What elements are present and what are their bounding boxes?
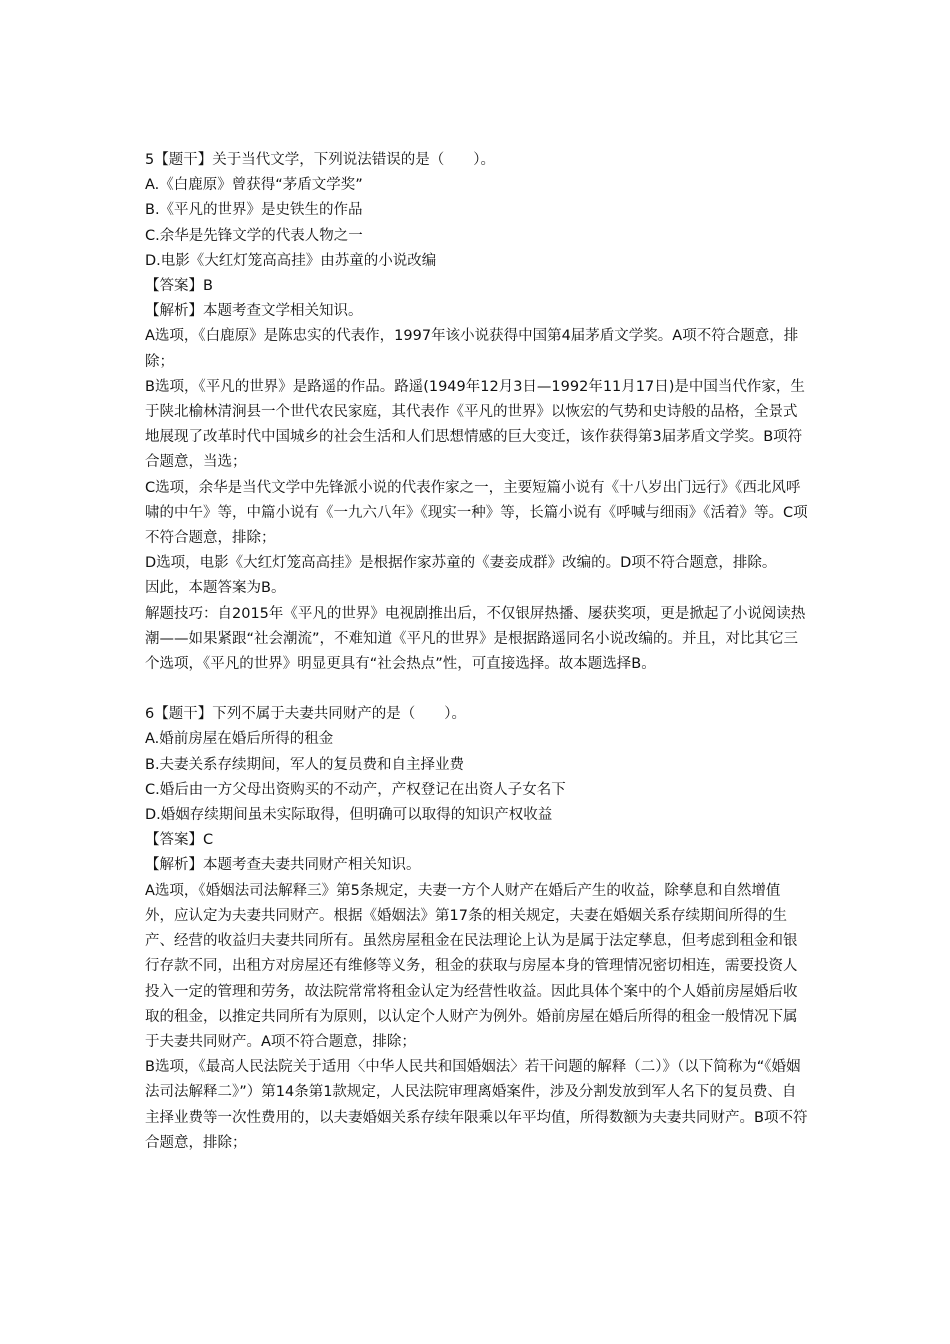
question-5-answer: 【答案】B (145, 278, 213, 295)
question-5-option-d: D.电影《大红灯笼高高挂》由苏童的小说改编 (145, 252, 437, 269)
question-5-analysis-d: D选项，电影《大红灯笼高高挂》是根据作家苏童的《妻妾成群》改编的。D项不符合题意，排除。 (145, 555, 777, 572)
question-5-analysis-title: 【解析】本题考查文学相关知识。 (145, 303, 363, 320)
question-5-analysis-c: C选项，余华是当代文学中先锋派小说的代表作家之一，主要短篇小说有《十八岁出门远行》《西北风呼啸的中午》等，中篇小说有《一九六八年》《现实一种》等，长篇小说有《呼喊与细雨》《活着》等。C项不符合题意，排除； (145, 479, 808, 547)
question-6-option-b: B.夫妻关系存续期间，军人的复员费和自主择业费 (145, 756, 465, 773)
question-5-analysis-b: B选项，《平凡的世界》是路遥的作品。路遥(1949年12月3日—1992年11月17日)是中国当代作家，生于陕北榆林清涧县一个世代农民家庭，其代表作《平凡的世界》以恢宏的气势和史诗般的品格，全景式地展现了改革时代中国城乡的社会生活和人们思想情感的巨大变迁，该作获得第3届茅盾文学奖。B项符合题意，当选； (145, 378, 805, 471)
question-6-answer: 【答案】C (145, 832, 214, 849)
document-page (145, 148, 809, 1156)
question-5-analysis-a: A选项，《白鹿原》是陈忠实的代表作，1997年该小说获得中国第4届茅盾文学奖。A项不符合题意，排除； (145, 328, 799, 370)
question-6-analysis-b: B选项，《最高人民法院关于适用〈中华人民共和国婚姻法〉若干问题的解释（二）》（以下简称为“《婚姻法司法解释二》”）第14条第1款规定，人民法院审理离婚案件，涉及分割发放到军人名下的复员费、自主择业费等一次性费用的，以夫妻婚姻关系存续年限乘以年平均值，所得数额为夫妻共同财产。B项不符合题意，排除； (145, 1059, 808, 1151)
question-6-option-c: C.婚后由一方父母出资购买的不动产，产权登记在出资人子女名下 (145, 781, 566, 798)
question-5-conclusion: 因此，本题答案为B。 (145, 580, 286, 597)
question-spacer (145, 677, 809, 702)
question-5-option-b: B.《平凡的世界》是史铁生的作品 (145, 202, 363, 219)
question-5-stem: 5【题干】关于当代文学，下列说法错误的是（ ）。 (145, 152, 495, 168)
question-5-option-c: C.余华是先锋文学的代表人物之一 (145, 227, 363, 244)
question-6-analysis-title: 【解析】本题考查夫妻共同财产相关知识。 (145, 857, 421, 874)
question-6-analysis-a: A选项，《婚姻法司法解释三》第5条规定，夫妻一方个人财产在婚后产生的收益，除孳息和自然增值外，应认定为夫妻共同财产。根据《婚姻法》第17条的相关规定，夫妻在婚姻关系存续期间所得的生产、经营的收益归夫妻共同所有。虽然房屋租金在民法理论上认为是属于法定孳息，但考虑到租金和银行存款不同，出租方对房屋还有维修等义务，租金的获取与房屋本身的管理情况密切相连，需要投资人投入一定的管理和劳务，故法院常常将租金认定为经营性收益。因此具体个案中的个人婚前房屋婚后收取的租金，以推定共同所有为原则，以认定个人财产为例外。婚前房屋在婚后所得的租金一般情况下属于夫妻共同财产。A项不符合题意，排除； (145, 882, 798, 1050)
question-6-stem: 6【题干】下列不属于夫妻共同财产的是（ ）。 (145, 706, 466, 723)
question-5-tip: 解题技巧：自2015年《平凡的世界》电视剧推出后，不仅银屏热播、屡获奖项，更是掀起了小说阅读热潮——如果紧跟“社会潮流”，不难知道《平凡的世界》是根据路遥同名小说改编的。并且，对比其它三个选项，《平凡的世界》明显更具有“社会热点”性，可直接选择。故本题选择B。 (145, 605, 806, 673)
question-6-option-d: D.婚姻存续期间虽未实际取得，但明确可以取得的知识产权收益 (145, 807, 553, 824)
question-6-option-a: A.婚前房屋在婚后所得的租金 (145, 731, 334, 748)
question-5-option-a: A.《白鹿原》曾获得“茅盾文学奖” (145, 177, 363, 194)
